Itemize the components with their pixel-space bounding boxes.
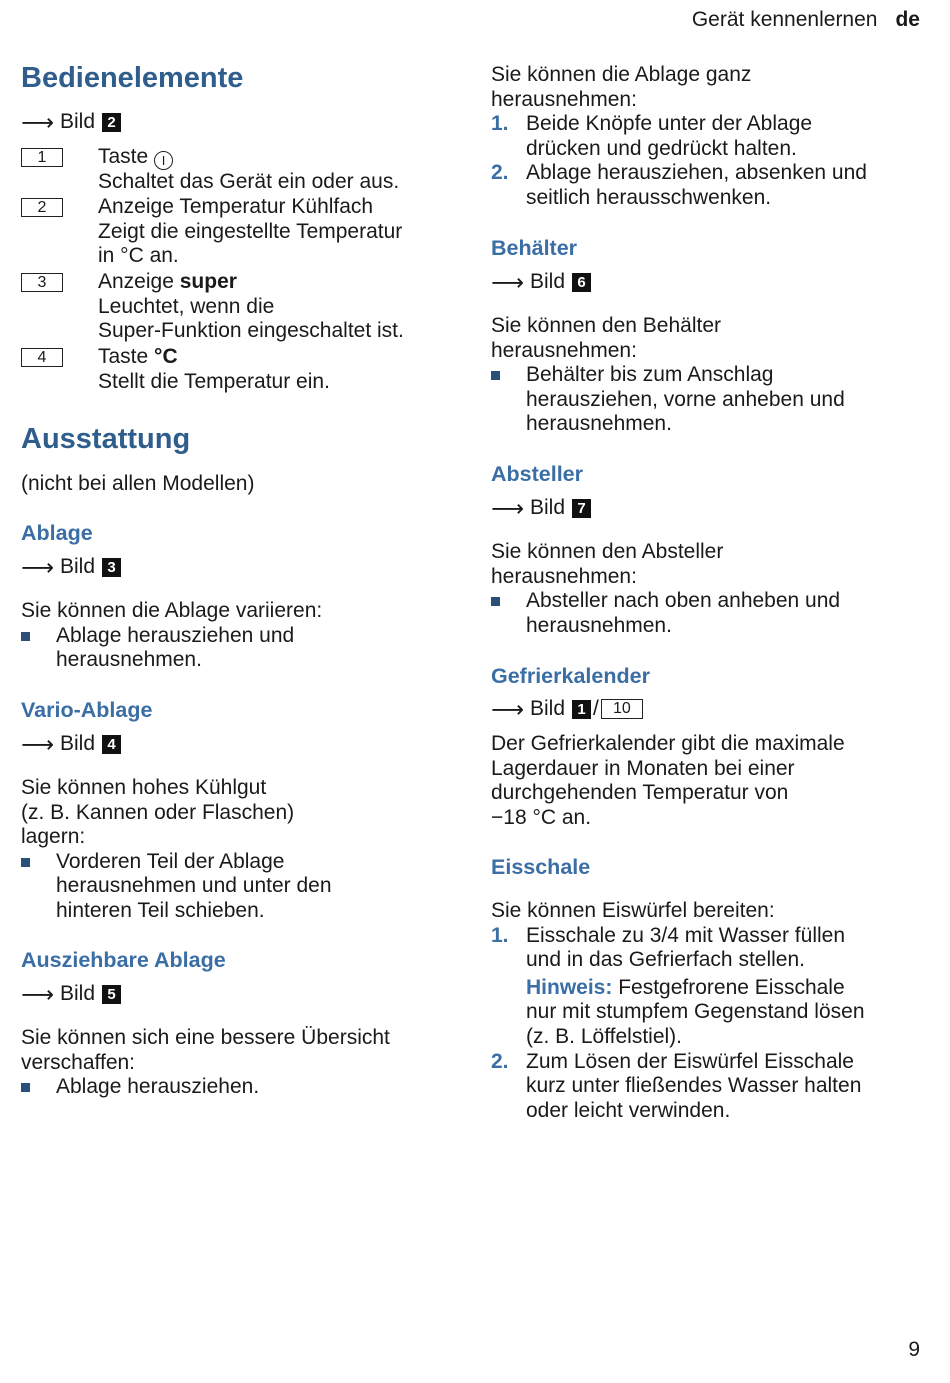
running-header	[692, 7, 920, 33]
hint-label: Hinweis:	[526, 975, 613, 999]
ablage-removal-text: Sie können die Ablage ganz herausnehmen: 1. Beide Knöpfe unter der Ablage drücken und gedrückt halten. 2. Ablage herausziehen, absenken und seitlich herausschwenken.	[491, 63, 931, 211]
bullet-square-icon	[21, 632, 30, 641]
figure-number-badge: 2	[102, 113, 121, 132]
numbered-step: 2. Ablage herausziehen, absenken und seitlich herausschwenken.	[491, 161, 867, 209]
figure-reference: ⟶ Bild 2	[21, 110, 461, 135]
figure-number-badge: 5	[102, 985, 121, 1004]
bullet-item: Ablage herausziehen.	[21, 1075, 461, 1100]
power-icon: I	[154, 151, 173, 170]
figure-number-box: 10	[601, 699, 643, 719]
bullet-item: Ablage herausziehen und herausnehmen.	[21, 624, 461, 673]
arrow-icon: ⟶	[491, 269, 524, 295]
bullet-item: Behälter bis zum Anschlag herausziehen, vorne anheben und herausnehmen.	[491, 363, 931, 437]
key-item: 2 Anzeige Temperatur Kühlfach Zeigt die eingestellte Temperatur in °C an.	[21, 195, 461, 269]
heading-eisschale: Eisschale	[491, 855, 591, 879]
hint-note: Hinweis: Festgefrorene Eisschale	[526, 975, 845, 999]
arrow-icon: ⟶	[21, 109, 54, 135]
gefrierkalender-text: Der Gefrierkalender gibt die maximale Lagerdauer in Monaten bei einer durchgehenden Temperatur von −18 °C an.	[491, 732, 845, 829]
step-number: 2.	[491, 1049, 509, 1073]
key-number-box: 4	[21, 348, 63, 367]
step-number: 1.	[491, 112, 509, 136]
arrow-icon: ⟶	[491, 696, 524, 722]
figure-number-badge: 6	[572, 273, 591, 292]
header-section-title: Gerät kennenlernen	[691, 8, 878, 31]
heading-behaelter: Behälter	[491, 236, 578, 260]
key-number-box: 2	[21, 198, 63, 217]
figure-number-badge: 1	[572, 700, 591, 719]
key-item: 3 Anzeige super Leuchtet, wenn die Super-Funktion eingeschaltet ist.	[21, 270, 461, 344]
heading-ausziehbare-ablage: Ausziehbare Ablage	[21, 948, 226, 972]
ausziehbar-text: Sie können sich eine bessere Übersicht verschaffen: Ablage herausziehen.	[21, 1026, 461, 1100]
heading-absteller: Absteller	[491, 462, 584, 486]
bullet-square-icon	[491, 371, 500, 380]
numbered-step: 1. Eisschale zu 3/4 mit Wasser füllen und in das Gefrierfach stellen. Hinweis: Festgefrorene Eisschale nur mit stumpfem Gegenstand lösen (z. B. Löffelstiel).	[491, 924, 931, 1050]
arrow-icon: ⟶	[491, 495, 524, 521]
bullet-square-icon	[21, 1083, 30, 1092]
figure-reference: ⟶ Bild 6	[491, 270, 931, 295]
heading-gefrierkalender: Gefrierkalender	[491, 664, 650, 688]
figure-number-badge: 7	[572, 499, 591, 518]
key-number-box: 1	[21, 148, 63, 167]
bullet-square-icon	[21, 858, 30, 867]
heading-bedienelemente: Bedienelemente	[21, 62, 244, 94]
numbered-step: 2. Zum Lösen der Eiswürfel Eisschale kurz unter fließendes Wasser halten oder leicht verwinden.	[491, 1049, 862, 1122]
behaelter-text: Sie können den Behälter herausnehmen: Behälter bis zum Anschlag herausziehen, vorne anheben und herausnehmen.	[491, 314, 931, 437]
arrow-icon: ⟶	[21, 981, 54, 1007]
numbered-step: 1. Beide Knöpfe unter der Ablage drücken und gedrückt halten.	[491, 112, 813, 160]
figure-reference: ⟶ Bild 1 / 10	[491, 697, 931, 722]
figure-reference: ⟶ Bild 5	[21, 982, 461, 1007]
ablage-text: Sie können die Ablage variieren: Ablage herausziehen und herausnehmen.	[21, 599, 461, 673]
eisschale-text: Sie können Eiswürfel bereiten: 1. Eisschale zu 3/4 mit Wasser füllen und in das Gefrierfach stellen. Hinweis: Festgefrorene Eisschale nur mit stumpfem Gegenstand lösen (z. B. Löffelstiel). 2. Zum Lösen der Eiswürfel Eisschale kurz unter fließendes Wasser halten oder leicht verwinden.	[491, 899, 931, 1123]
absteller-text: Sie können den Absteller herausnehmen: Absteller nach oben anheben und herausnehmen.	[491, 540, 931, 638]
key-item: 1 Taste I Schaltet das Gerät ein oder aus.	[21, 145, 461, 195]
figure-reference: ⟶ Bild 7	[491, 496, 931, 521]
bullet-item: Absteller nach oben anheben und herausnehmen.	[491, 589, 931, 638]
header-language: de	[895, 8, 920, 31]
figure-number-badge: 4	[102, 735, 121, 754]
step-number: 2.	[491, 161, 509, 185]
arrow-icon: ⟶	[21, 554, 54, 580]
bullet-square-icon	[491, 597, 500, 606]
page-number: 9	[908, 1338, 920, 1362]
figure-number-badge: 3	[102, 558, 121, 577]
heading-ablage: Ablage	[21, 521, 93, 545]
key-item: 4 Taste °C Stellt die Temperatur ein.	[21, 345, 461, 394]
vario-text: Sie können hohes Kühlgut (z. B. Kannen oder Flaschen) lagern: Vorderen Teil der Ablage herausnehmen und unter den hinteren Teil schieben.	[21, 776, 461, 924]
step-number: 1.	[491, 923, 509, 947]
heading-vario-ablage: Vario-Ablage	[21, 698, 153, 722]
bullet-item: Vorderen Teil der Ablage herausnehmen und unter den hinteren Teil schieben.	[21, 850, 461, 924]
heading-ausstattung: Ausstattung	[21, 423, 191, 455]
arrow-icon: ⟶	[21, 731, 54, 757]
figure-reference: ⟶ Bild 4	[21, 732, 461, 757]
key-number-box: 3	[21, 273, 63, 292]
figure-reference: ⟶ Bild 3	[21, 555, 461, 580]
models-note: (nicht bei allen Modellen)	[21, 472, 255, 495]
